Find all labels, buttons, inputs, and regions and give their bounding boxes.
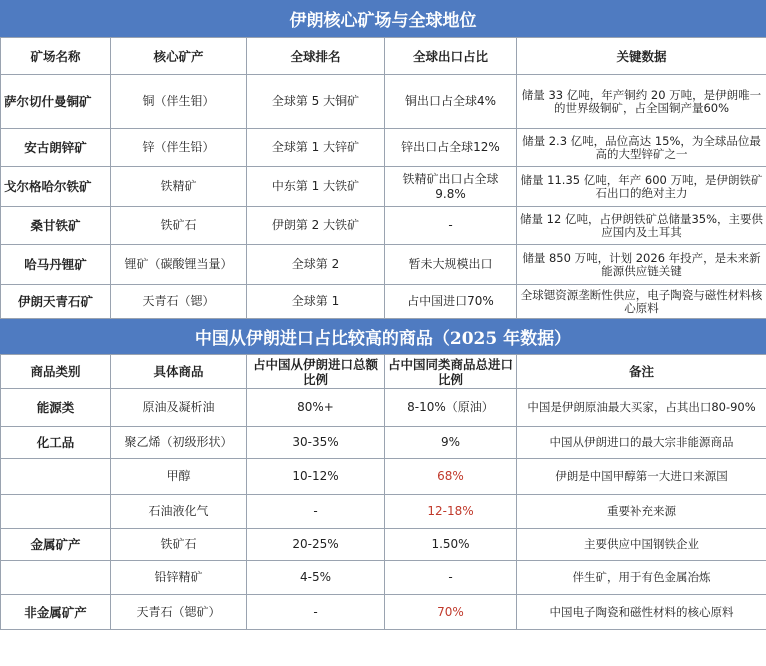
mine-rank: 伊朗第 2 大铁矿 (247, 207, 385, 245)
table-row (1, 245, 766, 285)
import-share-same: 12-18% (385, 495, 517, 529)
mine-rank: 全球第 1 (247, 285, 385, 319)
import-category (1, 495, 111, 529)
table-row (1, 495, 766, 529)
mine-mineral: 铁矿石 (111, 207, 247, 245)
import-product: 铅锌精矿 (111, 561, 247, 595)
col-header: 核心矿产 (111, 38, 247, 75)
mine-key-data: 储量 33 亿吨，年产铜约 20 万吨，是伊朗唯一的世界级铜矿，占全国铜产量60% (517, 75, 766, 129)
import-note: 伊朗是中国甲醇第一大进口来源国 (517, 459, 766, 495)
import-product: 铁矿石 (111, 529, 247, 561)
table-row (1, 427, 766, 459)
mine-name: 戈尔格哈尔铁矿 (1, 167, 111, 207)
import-share-same: 68% (385, 459, 517, 495)
import-share-same: 8-10%（原油） (385, 389, 517, 427)
import-product: 甲醇 (111, 459, 247, 495)
table-row (1, 167, 766, 207)
import-product: 聚乙烯（初级形状） (111, 427, 247, 459)
import-note: 中国电子陶瓷和磁性材料的核心原料 (517, 595, 766, 630)
import-note: 伴生矿，用于有色金属冶炼 (517, 561, 766, 595)
mine-mineral: 铁精矿 (111, 167, 247, 207)
mine-export: 锌出口占全球12% (385, 129, 517, 167)
col-header: 关键数据 (517, 38, 766, 75)
import-category: 金属矿产 (1, 529, 111, 561)
mine-key-data: 储量 12 亿吨，占伊朗铁矿总储量35%，主要供应国内及土耳其 (517, 207, 766, 245)
col-header: 备注 (517, 355, 766, 389)
import-share-total: - (247, 595, 385, 630)
col-header: 全球排名 (247, 38, 385, 75)
mine-rank: 全球第 5 大铜矿 (247, 75, 385, 129)
mine-name: 萨尔切什曼铜矿 (1, 75, 111, 129)
mine-mineral: 铜（伴生钼） (111, 75, 247, 129)
section1-title: 伊朗核心矿场与全球地位 (0, 0, 766, 37)
table-row (1, 75, 766, 129)
import-share-total: - (247, 495, 385, 529)
mine-export: 占中国进口70% (385, 285, 517, 319)
mine-key-data: 储量 2.3 亿吨，品位高达 15%，为全球品位最高的大型锌矿之一 (517, 129, 766, 167)
mine-key-data: 储量 11.35 亿吨，年产 600 万吨，是伊朗铁矿石出口的绝对主力 (517, 167, 766, 207)
import-share-total: 80%+ (247, 389, 385, 427)
mine-name: 哈马丹锂矿 (1, 245, 111, 285)
col-header: 具体商品 (111, 355, 247, 389)
table-row (1, 459, 766, 495)
import-share-same: 9% (385, 427, 517, 459)
mine-export: - (385, 207, 517, 245)
import-note: 主要供应中国钢铁企业 (517, 529, 766, 561)
mine-rank: 中东第 1 大铁矿 (247, 167, 385, 207)
import-category: 非金属矿产 (1, 595, 111, 630)
import-category (1, 561, 111, 595)
col-header: 商品类别 (1, 355, 111, 389)
import-product: 天青石（锶矿） (111, 595, 247, 630)
col-header: 矿场名称 (1, 38, 111, 75)
table-row (1, 595, 766, 630)
table-row (1, 529, 766, 561)
table-row (1, 207, 766, 245)
table-row (1, 129, 766, 167)
table-row (1, 389, 766, 427)
import-share-same: 70% (385, 595, 517, 630)
mine-name: 桑甘铁矿 (1, 207, 111, 245)
mine-export: 铁精矿出口占全球 9.8% (385, 167, 517, 207)
import-share-total: 4-5% (247, 561, 385, 595)
mine-export: 暂未大规模出口 (385, 245, 517, 285)
import-product: 石油液化气 (111, 495, 247, 529)
mine-rank: 全球第 2 (247, 245, 385, 285)
col-header: 占中国从伊朗进口总额比例 (247, 355, 385, 389)
imports-table (0, 354, 766, 630)
import-product: 原油及凝析油 (111, 389, 247, 427)
import-share-same: - (385, 561, 517, 595)
mine-export: 铜出口占全球4% (385, 75, 517, 129)
mine-name: 安古朗锌矿 (1, 129, 111, 167)
mines-header-row (1, 38, 766, 75)
import-note: 重要补充来源 (517, 495, 766, 529)
import-share-total: 30-35% (247, 427, 385, 459)
table-row (1, 561, 766, 595)
col-header: 占中国同类商品总进口比例 (385, 355, 517, 389)
mine-mineral: 锌（伴生铅） (111, 129, 247, 167)
import-share-same: 1.50% (385, 529, 517, 561)
import-share-total: 20-25% (247, 529, 385, 561)
import-note: 中国从伊朗进口的最大宗非能源商品 (517, 427, 766, 459)
mine-key-data: 全球锶资源垄断性供应，电子陶瓷与磁性材料核心原料 (517, 285, 766, 319)
import-category: 化工品 (1, 427, 111, 459)
import-category (1, 459, 111, 495)
import-category: 能源类 (1, 389, 111, 427)
mine-key-data: 储量 850 万吨，计划 2026 年投产，是未来新能源供应链关键 (517, 245, 766, 285)
mine-name: 伊朗天青石矿 (1, 285, 111, 319)
col-header: 全球出口占比 (385, 38, 517, 75)
mines-table (0, 37, 766, 319)
mine-mineral: 天青石（锶） (111, 285, 247, 319)
import-share-total: 10-12% (247, 459, 385, 495)
section2-title: 中国从伊朗进口占比较高的商品（2025 年数据） (0, 319, 766, 354)
import-note: 中国是伊朗原油最大买家，占其出口80-90% (517, 389, 766, 427)
table-row (1, 285, 766, 319)
mine-mineral: 锂矿（碳酸锂当量） (111, 245, 247, 285)
imports-header-row (1, 355, 766, 389)
mine-rank: 全球第 1 大锌矿 (247, 129, 385, 167)
